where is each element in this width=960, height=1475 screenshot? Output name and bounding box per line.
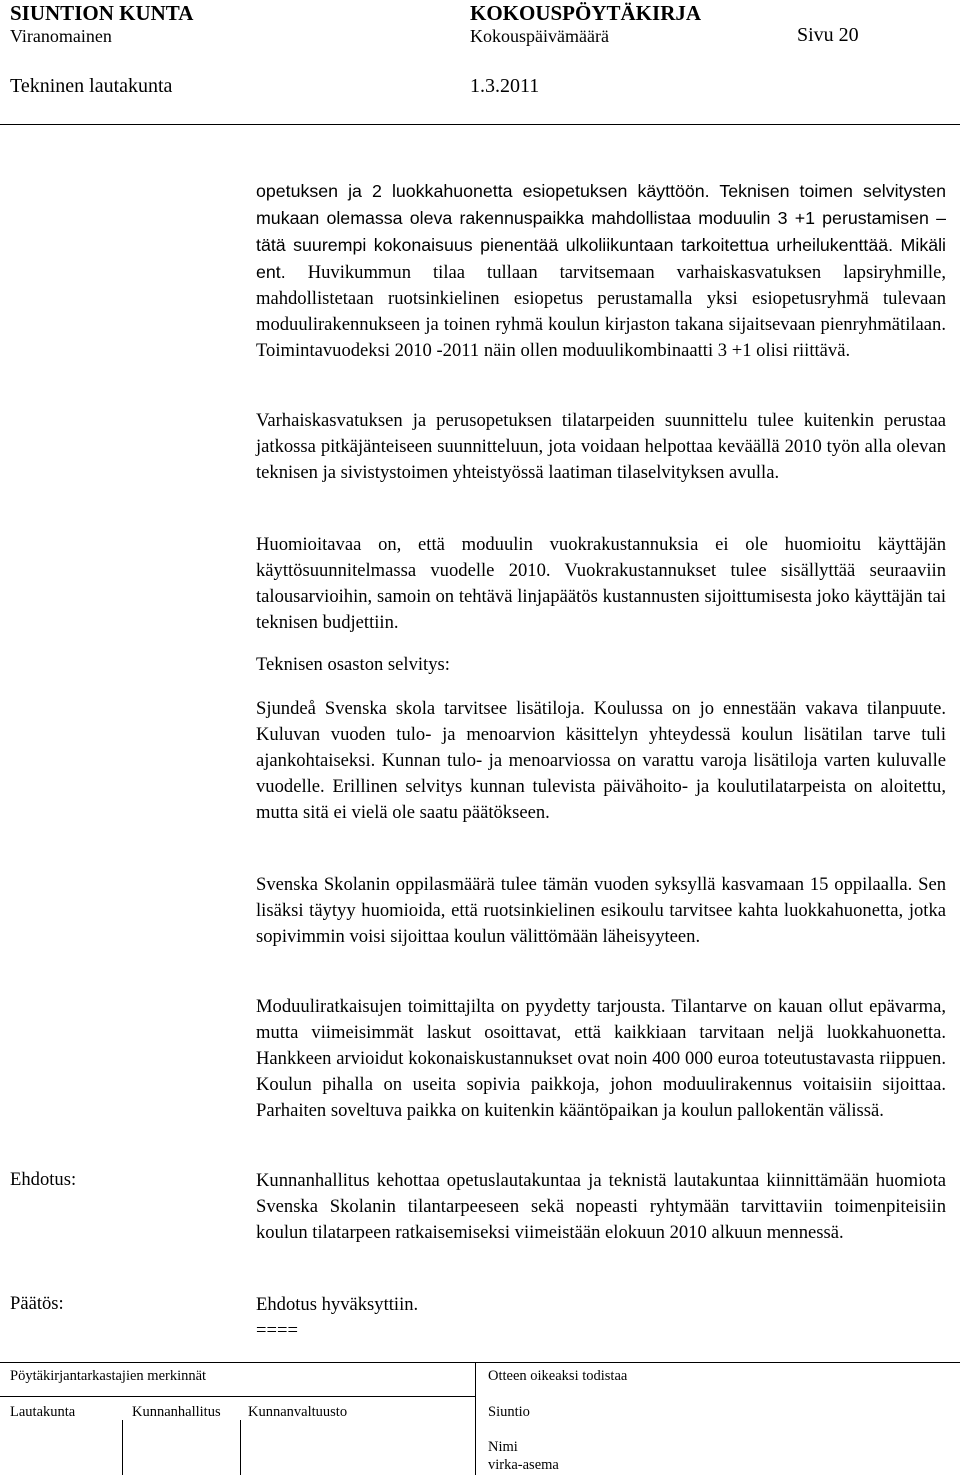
paragraph-3-text: Huomioitavaa on, että moduulin vuokrakustannuksia ei ole huomioitu käyttäjän käyttösuunnitelmassa vuodelle 2010. Vuokrakustannukset tulee sisällyttää seuraaviin talousarvioihin, samoin on tehtävä linjapäätös kustannusten sijoittumisesta joko käyttäjän tai teknisen budjettiin. xyxy=(256,534,946,633)
proposal-label: Ehdotus: xyxy=(10,1169,77,1190)
place-label: Siuntio xyxy=(488,1404,530,1420)
column-kunnanhallitus: Kunnanhallitus xyxy=(132,1404,221,1420)
paragraph-6 xyxy=(256,872,946,950)
paragraph-1-part-a: opetuksen ja 2 luokkahuonetta esiopetuksen käyttöön. Teknisen toimen selvitysten mukaan olemassa oleva rakennuspaikka mahdollistaa moduulin 3 +1 perustamisen – tätä suurempi kokonaisuus pienentää ulkoliikuntaan tarkoitettua urheilukenttää. Mikäli ent. xyxy=(256,181,946,282)
paragraph-7 xyxy=(256,994,946,1124)
paragraph-5-text: Sjundeå Svenska skola tarvitsee lisätiloja. Koulussa on jo ennestään vakava tilanpuute. Kuluvan vuoden tulo- ja menoarvion käsittelyn yhteydessä koulun lisätilan tarve tuli ajankohtaiseksi. Kunnan tulo- ja menoarviossa on varattu varoja lisätiloja varten kuluvalle vuodelle. Erillinen selvitys kunnan tulevista päivähoito- ja koulutilatarpeista on aloitettu, mutta sitä ei vielä ole saatu päätökseen. xyxy=(256,698,946,823)
page-number: Sivu 20 xyxy=(797,24,859,46)
reviewers-label: Pöytäkirjantarkastajien merkinnät xyxy=(10,1368,207,1384)
footer-divider xyxy=(475,1362,476,1475)
column-kunnanvaltuusto: Kunnanvaltuusto xyxy=(248,1404,348,1420)
position-label: virka-asema xyxy=(488,1457,559,1473)
decision-label: Päätös: xyxy=(10,1293,64,1314)
footer xyxy=(0,1362,960,1475)
paragraph-5 xyxy=(256,696,946,826)
paragraph-1 xyxy=(256,178,946,364)
proposal-text-content: Kunnanhallitus kehottaa opetuslautakuntaa ja teknistä lautakuntaa kiinnittämään huomiota Svenska Skolanin tilantarpeeseen sekä nopeasti ryhtymään tarvittaviin toimenpiteisiin koulun tilatarpeen ratkaisemiseksi viimeistään elokuun 2010 alkuun mennessä. xyxy=(256,1170,946,1243)
decision-text-content: Ehdotus hyväksyttiin. xyxy=(256,1294,419,1315)
organization-name: SIUNTION KUNTA xyxy=(10,1,194,25)
authority-label: Viranomainen xyxy=(10,26,112,46)
footer-top-rule xyxy=(0,1362,960,1363)
section-heading-text: Teknisen osaston selvitys: xyxy=(256,654,450,675)
end-mark-text: ==== xyxy=(256,1320,298,1341)
decision-text xyxy=(256,1292,946,1318)
paragraph-3 xyxy=(256,532,946,636)
name-label: Nimi xyxy=(488,1439,518,1455)
meeting-date: 1.3.2011 xyxy=(470,75,540,97)
proposal-text xyxy=(256,1168,946,1246)
footer-left-rule xyxy=(0,1396,475,1397)
column-lautakunta: Lautakunta xyxy=(10,1404,76,1420)
footer-column-divider-2 xyxy=(240,1420,241,1475)
paragraph-6-text: Svenska Skolanin oppilasmäärä tulee tämän vuoden syksyllä kasvamaan 15 oppilaalla. Sen lisäksi täytyy huomioida, että ruotsinkielinen esikoulu tarvitsee kahta luokkahuonetta, jotka sopivimmin voisi sijoittaa koulun välittömään läheisyyteen. xyxy=(256,874,946,947)
document-type: KOKOUSPÖYTÄKIRJA xyxy=(470,1,702,25)
section-heading xyxy=(256,652,946,678)
footer-column-divider-1 xyxy=(122,1420,123,1475)
end-mark xyxy=(256,1318,946,1344)
certified-label: Otteen oikeaksi todistaa xyxy=(488,1368,628,1384)
paragraph-2 xyxy=(256,408,946,486)
header-rule xyxy=(0,124,960,125)
committee-name: Tekninen lautakunta xyxy=(10,75,173,97)
paragraph-2-text: Varhaiskasvatuksen ja perusopetuksen tilatarpeiden suunnittelu tulee kuitenkin perustaa jatkossa pitkäjänteiseen suunnitteluun, jota voidaan helpottaa keväällä 2010 työn alla olevan teknisen ja sivistystoimen yhteistyössä laatiman tilaselvityksen avulla. xyxy=(256,410,946,483)
meeting-date-label: Kokouspäivämäärä xyxy=(470,26,609,46)
body-section xyxy=(256,178,946,364)
paragraph-1-part-b: Huvikummun tilaa tullaan tarvitsemaan varhaiskasvatuksen lapsiryhmille, mahdollistetaan ruotsinkielinen esiopetus perustamalla yksi esiopetusryhmä tulevaan moduulirakennukseen ja toinen ryhmä koulun kirjaston takana sijaitsevaan pienryhmätilaan. Toimintavuodeksi 2010 -2011 näin ollen moduulikombinaatti 3 +1 olisi riittävä. xyxy=(256,262,946,361)
paragraph-7-text: Moduuliratkaisujen toimittajilta on pyydetty tarjousta. Tilantarve on kauan ollut epävarma, mutta viimeisimmät laskut osoittavat, että kaikkiaan tarvitaan neljä luokkahuonetta. Hankkeen arvioidut kokonaiskustannukset ovat noin 400 000 euroa toteutustavasta riippuen. Koulun pihalla on useita sopivia paikkoja, johon moduulirakennus voitaisiin sijoittaa. Parhaiten soveltuva paikka on kuitenkin kääntöpaikan ja koulun pallokentän välissä. xyxy=(256,996,946,1121)
